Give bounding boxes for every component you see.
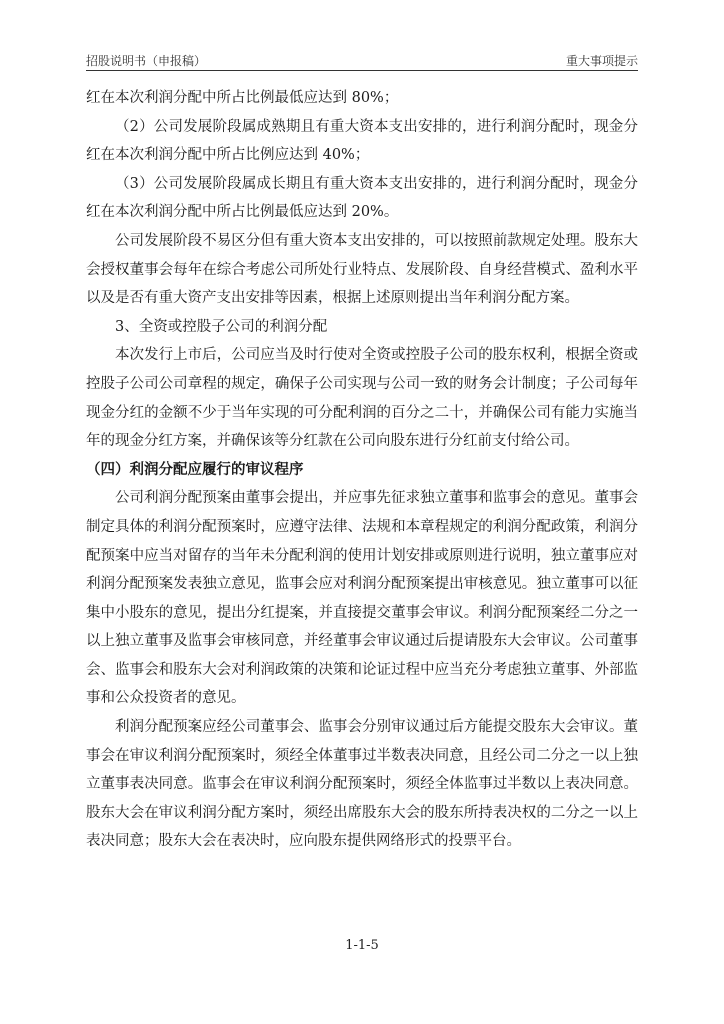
section-heading: （四）利润分配应履行的审议程序 <box>86 461 304 478</box>
page-header <box>86 48 638 71</box>
page-number: 1-1-5 <box>345 938 379 953</box>
subsection-heading: 3、全资或控股子公司的利润分配 <box>115 318 328 335</box>
paragraph-review-procedure: 公司利润分配预案由董事会提出，并应事先征求独立董事和监事会的意见。董事会制定具体的利润分配预案时，应遵守法律、法规和本章程规定的利润分配政策，利润分配预案中应当对留存的当年未分配利润的使用计划安排或原则进行说明，独立董事应对利润分配预案发表独立意见，监事会应对利润分配预案提出审核意见。独立董事可以征集中小股东的意见，提出分红提案，并直接提交董事会审议。利润分配预案经二分之一以上独立董事及监事会审核同意，并经董事会审议通过后提请股东大会审议。公司董事会、监事会和股东大会对利润政策的决策和论证过程中应当充分考虑独立董事、外部监事和公众投资者的意见。 <box>86 490 638 707</box>
paragraph-growth-stage: （3）公司发展阶段属成长期且有重大资本支出安排的，进行利润分配时，现金分红在本次利润分配中所占比例最低应达到 20%。 <box>86 175 638 221</box>
paragraph-stage-unclear: 公司发展阶段不易区分但有重大资本支出安排的，可以按照前款规定处理。股东大会授权董事会每年在综合考虑公司所处行业特点、发展阶段、自身经营模式、盈利水平以及是否有重大资产支出安排等因素，根据上述原则提出当年利润分配方案。 <box>86 232 638 307</box>
paragraph-approval: 利润分配预案应经公司董事会、监事会分别审议通过后方能提交股东大会审议。董事会在审议利润分配预案时，须经全体董事过半数表决同意，且经公司二分之一以上独立董事表决同意。监事会在审议利润分配预案时，须经全体监事过半数以上表决同意。股东大会在审议利润分配方案时，须经出席股东大会的股东所持表决权的二分之一以上表决同意；股东大会在表决时，应向股东提供网络形式的投票平台。 <box>86 719 638 850</box>
document-title: 招股说明书（申报稿） <box>86 54 207 68</box>
page-body <box>86 84 638 856</box>
paragraph-subsidiary-distribution: 本次发行上市后，公司应当及时行使对全资或控股子公司的股东权利，根据全资或控股子公司公司章程的规定，确保子公司实现与公司一致的财务会计制度；子公司每年现金分红的金额不少于当年实现的可分配利润的百分之二十，并确保公司有能力实施当年的现金分红方案，并确保该等分红款在公司向股东进行分红前支付给公司。 <box>86 347 638 450</box>
paragraph-mature-stage: （2）公司发展阶段属成熟期且有重大资本支出安排的，进行利润分配时，现金分红在本次利润分配中所占比例应达到 40%； <box>86 118 638 164</box>
section-title: 重大事项提示 <box>565 54 638 68</box>
paragraph-continuation: 红在本次利润分配中所占比例最低应达到 80%； <box>86 90 399 106</box>
